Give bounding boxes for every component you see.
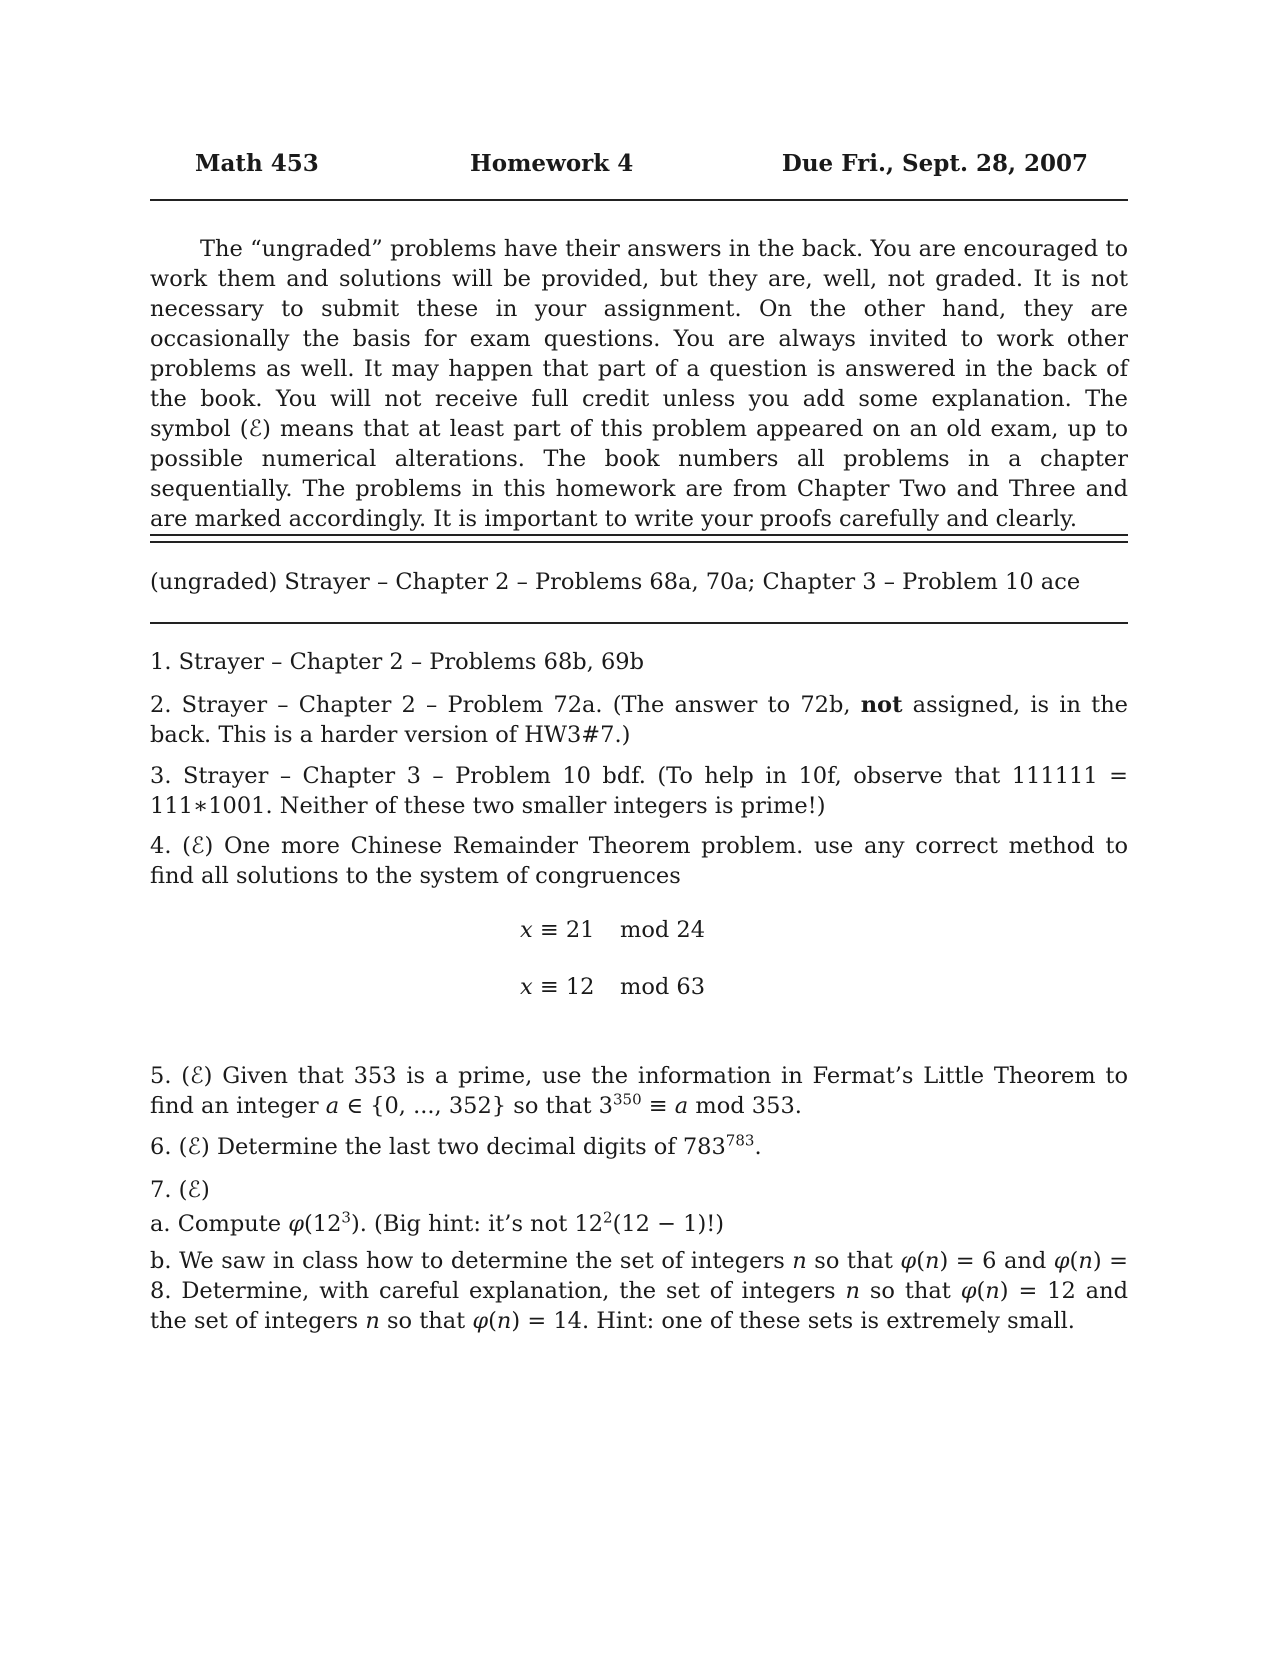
problem-5-text: mod 353. xyxy=(688,1093,802,1119)
problem-7a-text: (12 xyxy=(304,1211,342,1237)
problem-7b-text: ( xyxy=(488,1308,497,1334)
congruence-relation: ≡ 21 xyxy=(532,917,595,943)
congruence-modulus: mod 24 xyxy=(620,917,706,943)
phi-symbol: φ xyxy=(960,1278,977,1304)
problem-7b xyxy=(150,1246,1128,1336)
problem-5-text: ∈ {0, ..., 352} so that 3 xyxy=(339,1093,613,1119)
congruence-2 xyxy=(520,974,706,1000)
variable-n: n xyxy=(845,1278,860,1304)
problem-7b-text: ( xyxy=(916,1248,925,1274)
problem-7b-text: ( xyxy=(976,1278,986,1304)
problem-7b-text: so that xyxy=(860,1278,961,1304)
problem-7b-text: ) = 6 and xyxy=(939,1248,1054,1274)
problem-6-text: . xyxy=(754,1134,762,1160)
phi-symbol: φ xyxy=(900,1248,917,1274)
problem-7b-text: ) = 8. Determine, with careful explanation, the set of integers xyxy=(150,1248,1128,1304)
phi-symbol: φ xyxy=(288,1211,304,1237)
ungraded-problems: (ungraded) Strayer – Chapter 2 – Problems 68a, 70a; Chapter 3 – Problem 10 ace xyxy=(150,569,1081,595)
problem-7a-text: (12 − 1)!) xyxy=(612,1211,725,1237)
problem-7b-text: so that xyxy=(379,1308,473,1334)
congruence-relation: ≡ 12 xyxy=(532,974,595,1000)
problem-7b-text: ( xyxy=(1069,1248,1079,1274)
problem-2-emphasis: not xyxy=(860,692,903,718)
header xyxy=(150,150,1128,190)
problem-1: 1. Strayer – Chapter 2 – Problems 68b, 69b xyxy=(150,649,645,675)
variable-n: n xyxy=(924,1248,940,1274)
congruence-1 xyxy=(520,917,706,943)
problem-7-heading: 7. (ℰ) xyxy=(150,1177,210,1203)
intro-paragraph: The “ungraded” problems have their answers in the back. You are encouraged to work them and solutions will be provided, but they are, well, not graded. It is not necessary to submit these in your assignment. On the other hand, they are occasionally the basis for exam questions. You are always invited to work other problems as well. It may happen that part of a question is answered in the back of the book. You will not receive full credit unless you add some explanation. The symbol (ℰ) means that at least part of this problem appeared on an old exam, up to possible numerical alterations. The book numbers all problems in a chapter sequentially. The problems in this homework are from Chapter Two and Three and are marked accordingly. It is important to write your proofs carefully and clearly. xyxy=(150,236,1128,532)
congruence-variable: x xyxy=(520,917,533,943)
problem-7b-text: so that xyxy=(806,1248,901,1274)
problem-2-text-end: assigned, is in the back. This is a harder version of HW3#7.) xyxy=(150,692,1128,748)
variable-a: a xyxy=(325,1093,340,1119)
variable-n: n xyxy=(365,1308,380,1334)
problem-7b-text: ) = 12 and the set of integers xyxy=(150,1278,1128,1334)
exponent: 350 xyxy=(612,1090,642,1109)
course-name: Math 453 xyxy=(195,150,319,177)
problem-7b-text: b. We saw in class how to determine the set of integers xyxy=(150,1248,793,1274)
problem-7b-text: ) = 14. Hint: one of these sets is extremely small. xyxy=(511,1308,1075,1334)
variable-n: n xyxy=(985,1278,1000,1304)
problem-3: 3. Strayer – Chapter 3 – Problem 10 bdf. (To help in 10f, observe that 111111 = 111∗1001. Neither of these two smaller integers is prime!) xyxy=(150,763,1128,819)
variable-n: n xyxy=(792,1248,807,1274)
exponent: 2 xyxy=(603,1208,613,1227)
double-rule-top xyxy=(150,534,1128,536)
variable-n: n xyxy=(496,1308,512,1334)
problem-7a-text: a. Compute xyxy=(150,1211,289,1237)
section-rule xyxy=(150,622,1128,624)
double-rule-bottom xyxy=(150,541,1128,543)
problem-7a xyxy=(150,1209,1128,1239)
problem-5-text: 5. (ℰ) Given that 353 is a prime, use the information in Fermat’s Little Theorem to find an integer xyxy=(150,1063,1128,1119)
congruence-modulus: mod 63 xyxy=(620,974,706,1000)
phi-symbol: φ xyxy=(472,1308,489,1334)
problem-7a-text: ). (Big hint: it’s not 12 xyxy=(350,1211,604,1237)
variable-n: n xyxy=(1078,1248,1093,1274)
problem-2-text: 2. Strayer – Chapter 2 – Problem 72a. (The answer to 72b, xyxy=(150,692,861,718)
problem-4: 4. (ℰ) One more Chinese Remainder Theorem problem. use any correct method to find all solutions to the system of congruences xyxy=(150,833,1128,889)
homework-title: Homework 4 xyxy=(470,150,634,177)
due-date: Due Fri., Sept. 28, 2007 xyxy=(781,150,1088,177)
problem-2 xyxy=(150,690,1128,750)
phi-symbol: φ xyxy=(1053,1248,1070,1274)
congruence-variable: x xyxy=(520,974,533,1000)
problem-5-text: ≡ xyxy=(641,1093,675,1119)
exponent: 3 xyxy=(341,1208,351,1227)
problem-6-text: 6. (ℰ) Determine the last two decimal digits of 783 xyxy=(150,1134,726,1160)
variable-a: a xyxy=(674,1093,689,1119)
problem-5 xyxy=(150,1061,1128,1121)
problem-6 xyxy=(150,1132,1128,1162)
exponent: 783 xyxy=(725,1131,755,1150)
header-rule xyxy=(150,199,1128,201)
